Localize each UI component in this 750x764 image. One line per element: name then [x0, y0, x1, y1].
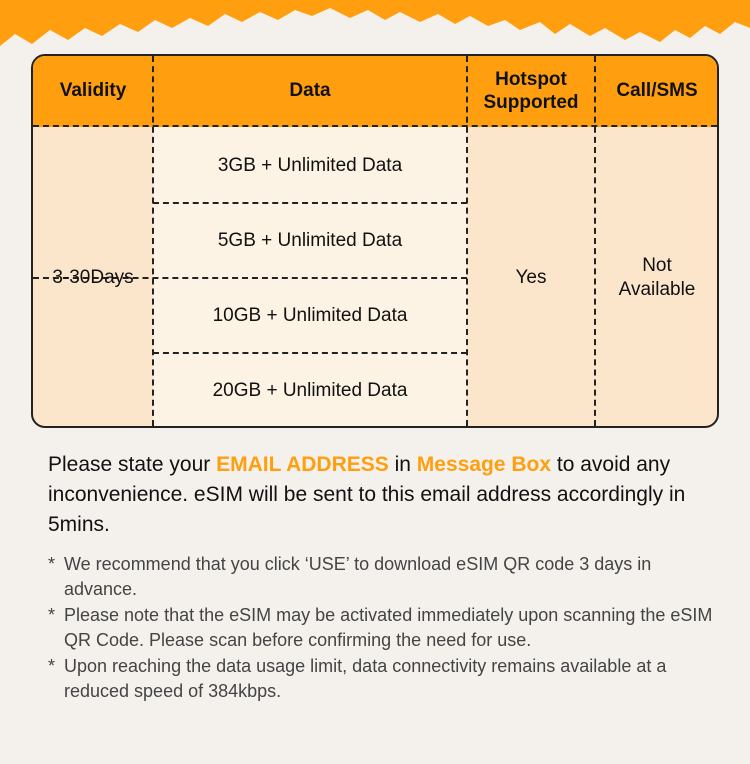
notes-list	[48, 552, 718, 705]
header-validity: Validity	[59, 80, 127, 101]
note-bullet: *	[48, 605, 56, 625]
note-item	[48, 654, 718, 704]
plan-row: 20GB + Unlimited Data	[212, 379, 408, 401]
header-hotspot	[467, 56, 595, 125]
note-text: We recommend that you click ‘USE’ to download eSIM QR code 3 days in advance.	[64, 554, 652, 599]
plan-row: 5GB + Unlimited Data	[217, 229, 403, 251]
info-text: in	[388, 453, 417, 476]
header-hotspot-line2: Supported	[483, 91, 579, 113]
plan-row: 3GB + Unlimited Data	[217, 154, 403, 176]
note-text: Upon reaching the data usage limit, data connectivity remains available at a reduced speed of 384kbps.	[64, 656, 667, 701]
note-item	[48, 552, 718, 602]
note-bullet: *	[48, 554, 56, 574]
call-sms-value	[595, 127, 719, 428]
message-box-highlight: Message Box	[416, 453, 552, 476]
email-address-highlight: EMAIL ADDRESS	[216, 453, 389, 476]
email-instruction	[48, 450, 708, 540]
torn-paper-top-decoration	[0, 0, 750, 60]
hotspot-value: Yes	[515, 266, 547, 288]
call-sms-line2: Available	[618, 278, 696, 300]
note-bullet: *	[48, 656, 56, 676]
note-text: Please note that the eSIM may be activated immediately upon scanning the eSIM QR Code. Please scan before confirming the need for use.	[64, 605, 713, 650]
call-sms-line1: Not	[642, 254, 672, 276]
header-hotspot-line1: Hotspot	[495, 68, 567, 90]
validity-value: 3-30Days	[52, 266, 134, 288]
plan-table	[31, 54, 719, 428]
note-item	[48, 603, 718, 653]
info-text: to avoid any inconvenience. eSIM will be sent to this email address accordingly in 5mins.	[48, 453, 686, 536]
plan-row: 10GB + Unlimited Data	[212, 304, 408, 326]
table-header-row	[33, 56, 717, 127]
info-text: Please state your	[48, 453, 217, 476]
header-data: Data	[289, 80, 331, 101]
header-call-sms: Call/SMS	[616, 80, 698, 101]
